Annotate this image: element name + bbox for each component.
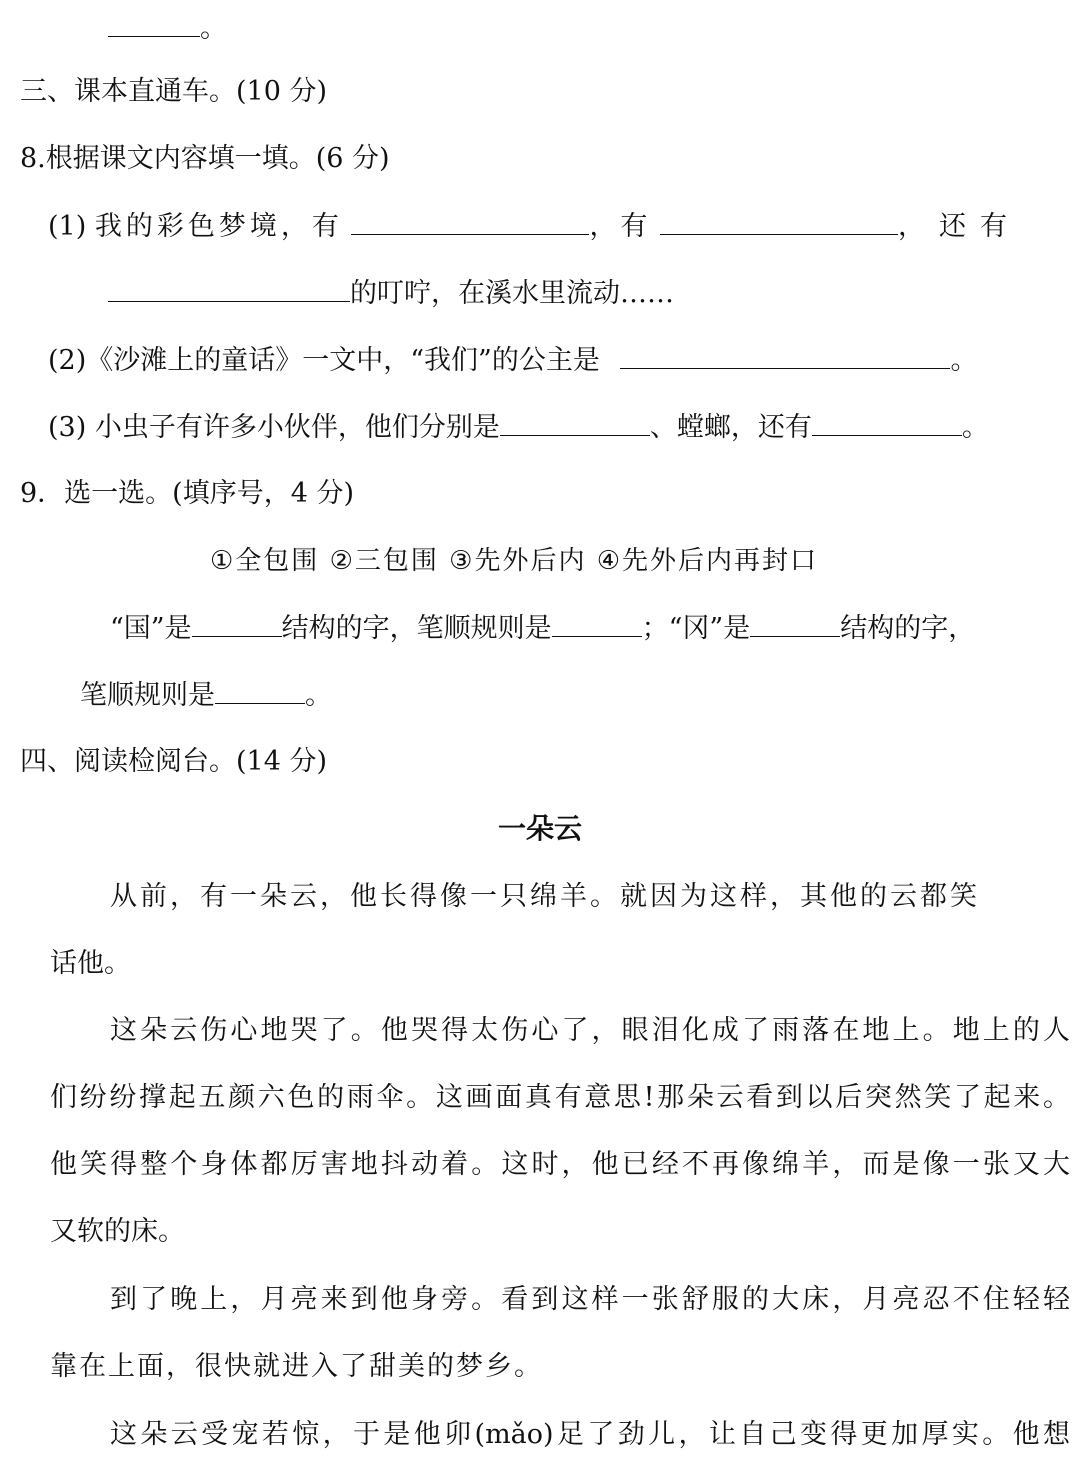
q8-item-1-text-c: ，还有 <box>898 211 1022 242</box>
answer-blank[interactable] <box>351 206 589 235</box>
story-p2-line-1: 这朵云伤心地哭了。他哭得太伤心了，眼泪化成了雨落在地上。地上的人 <box>110 1015 1070 1046</box>
question-9-heading: 9．选一选。(填序号，4 分) <box>20 478 355 509</box>
q8-item-2: (2)《沙滩上的童话》一文中，“我们”的公主是 。 <box>48 340 977 380</box>
story-p3-line-1: 到了晚上，月亮来到他身旁。看到这样一张舒服的大床，月亮忍不住轻轻 <box>110 1284 1070 1315</box>
answer-blank[interactable] <box>108 8 200 37</box>
story-p4-line-1: 这朵云受宠若惊，于是他卯(mǎo)足了劲儿，让自己变得更加厚实。他想 <box>110 1419 1070 1450</box>
item-number: (1) <box>48 211 87 242</box>
q8-item-1-text-b: ，有 <box>589 211 652 242</box>
answer-blank[interactable] <box>500 407 650 436</box>
q8-item-3-text-b: 、螳螂，还有 <box>649 412 812 443</box>
q9-line-2: 笔顺规则是 。 <box>80 675 332 715</box>
q8-item-3: (3) 小虫子有许多小伙伴，他们分别是 、螳螂，还有 。 <box>48 407 989 447</box>
answer-blank[interactable] <box>660 206 898 235</box>
answer-blank[interactable] <box>215 675 305 704</box>
story-p1-line-1: 从前，有一朵云，他长得像一只绵羊。就因为这样，其他的云都笑 <box>110 881 980 912</box>
answer-blank[interactable] <box>812 407 962 436</box>
section-4-heading: 四、阅读检阅台。(14 分) <box>20 746 328 777</box>
top-fragment: 。 <box>108 8 227 48</box>
story-p1-line-2: 话他。 <box>50 948 131 979</box>
q8-item-1-text-d: 的叮咛，在溪水里流动…… <box>350 278 674 309</box>
story-p2-line-3: 他笑得整个身体都厉害地抖动着。这时，他已经不再像绵羊，而是像一张又大 <box>50 1149 1070 1180</box>
answer-blank[interactable] <box>620 340 950 369</box>
q9-options: ①全包围 ②三包围 ③先外后内 ④先外后内再封口 <box>210 546 819 576</box>
answer-blank[interactable] <box>552 608 642 637</box>
story-p2-line-4: 又软的床。 <box>50 1216 185 1247</box>
story-p3-line-2: 靠在上面，很快就进入了甜美的梦乡。 <box>50 1351 543 1382</box>
q8-item-3-text-a: (3) 小虫子有许多小伙伴，他们分别是 <box>48 412 500 443</box>
section-3-heading: 三、课本直通车。(10 分) <box>20 76 328 107</box>
question-8-heading: 8.根据课文内容填一填。(6 分) <box>20 143 390 174</box>
answer-blank[interactable] <box>108 273 350 302</box>
q9-line-1: “国”是 结构的字，笔顺规则是 ；“冈”是 结构的字， <box>110 608 975 648</box>
q8-item-1-text-a: 我的彩色梦境，有 <box>94 211 343 242</box>
q8-item-1-line-1 <box>48 206 1066 246</box>
story-title: 一朵云 <box>497 812 582 845</box>
q8-item-2-text: (2)《沙滩上的童话》一文中，“我们”的公主是 <box>48 345 600 376</box>
story-p2-line-2: 们纷纷撑起五颜六色的雨伞。这画面真有意思!那朵云看到以后突然笑了起来。 <box>50 1082 1070 1113</box>
answer-blank[interactable] <box>750 608 840 637</box>
q8-item-1-line-2 <box>108 273 674 313</box>
answer-blank[interactable] <box>192 608 282 637</box>
